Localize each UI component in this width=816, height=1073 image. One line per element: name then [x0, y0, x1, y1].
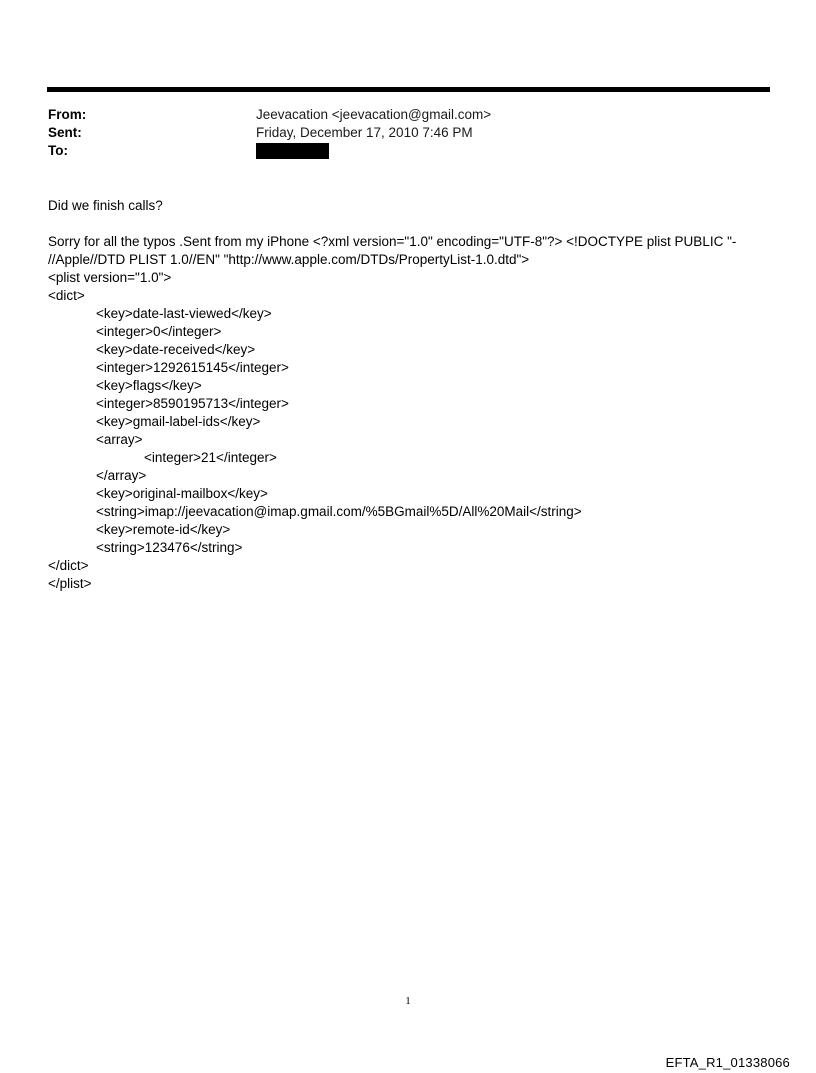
plist-line: <string>imap://jeevacation@imap.gmail.com/%5BGmail%5D/All%20Mail</string> — [96, 504, 582, 519]
from-row — [48, 106, 768, 124]
to-label: To: — [48, 143, 68, 158]
plist-line: <key>original-mailbox</key> — [96, 486, 268, 501]
plist-line: <key>date-last-viewed</key> — [96, 306, 272, 321]
plist-line: <plist version="1.0"> — [48, 270, 172, 285]
plist-line: <dict> — [48, 288, 85, 303]
body-line: Did we finish calls? — [48, 198, 163, 213]
plist-line: </dict> — [48, 558, 89, 573]
plist-line: </array> — [96, 468, 147, 483]
plist-line: <integer>8590195713</integer> — [96, 396, 289, 411]
plist-line: <integer>21</integer> — [144, 450, 277, 465]
plist-line: </plist> — [48, 576, 92, 591]
from-label: From: — [48, 107, 87, 122]
sent-value: Friday, December 17, 2010 7:46 PM — [256, 125, 473, 140]
to-row — [48, 142, 768, 160]
email-body — [48, 197, 738, 593]
redaction-box — [256, 143, 329, 159]
plist-line: <key>date-received</key> — [96, 342, 256, 357]
document-id: EFTA_R1_01338066 — [665, 1055, 790, 1070]
plist-line: <integer>1292615145</integer> — [96, 360, 289, 375]
from-value: Jeevacation <jeevacation@gmail.com> — [256, 107, 492, 122]
page-number: 1 — [405, 995, 411, 1007]
plist-line: <key>gmail-label-ids</key> — [96, 414, 261, 429]
plist-line: <array> — [96, 432, 143, 447]
plist-line: <string>123476</string> — [96, 540, 243, 555]
body-line: //Apple//DTD PLIST 1.0//EN" "http://www.apple.com/DTDs/PropertyList-1.0.dtd"> — [48, 252, 530, 267]
email-header — [48, 106, 768, 160]
plist-line: <integer>0</integer> — [96, 324, 222, 339]
plist-line: <key>remote-id</key> — [96, 522, 231, 537]
header-divider-rule — [47, 87, 770, 92]
paragraph-gap — [48, 215, 738, 233]
sent-label: Sent: — [48, 125, 82, 140]
body-line: Sorry for all the typos .Sent from my iPhone <?xml version="1.0" encoding="UTF-8"?> <!DOCTYPE plist PUBLIC "- — [48, 234, 737, 249]
plist-line: <key>flags</key> — [96, 378, 202, 393]
sent-row — [48, 124, 768, 142]
